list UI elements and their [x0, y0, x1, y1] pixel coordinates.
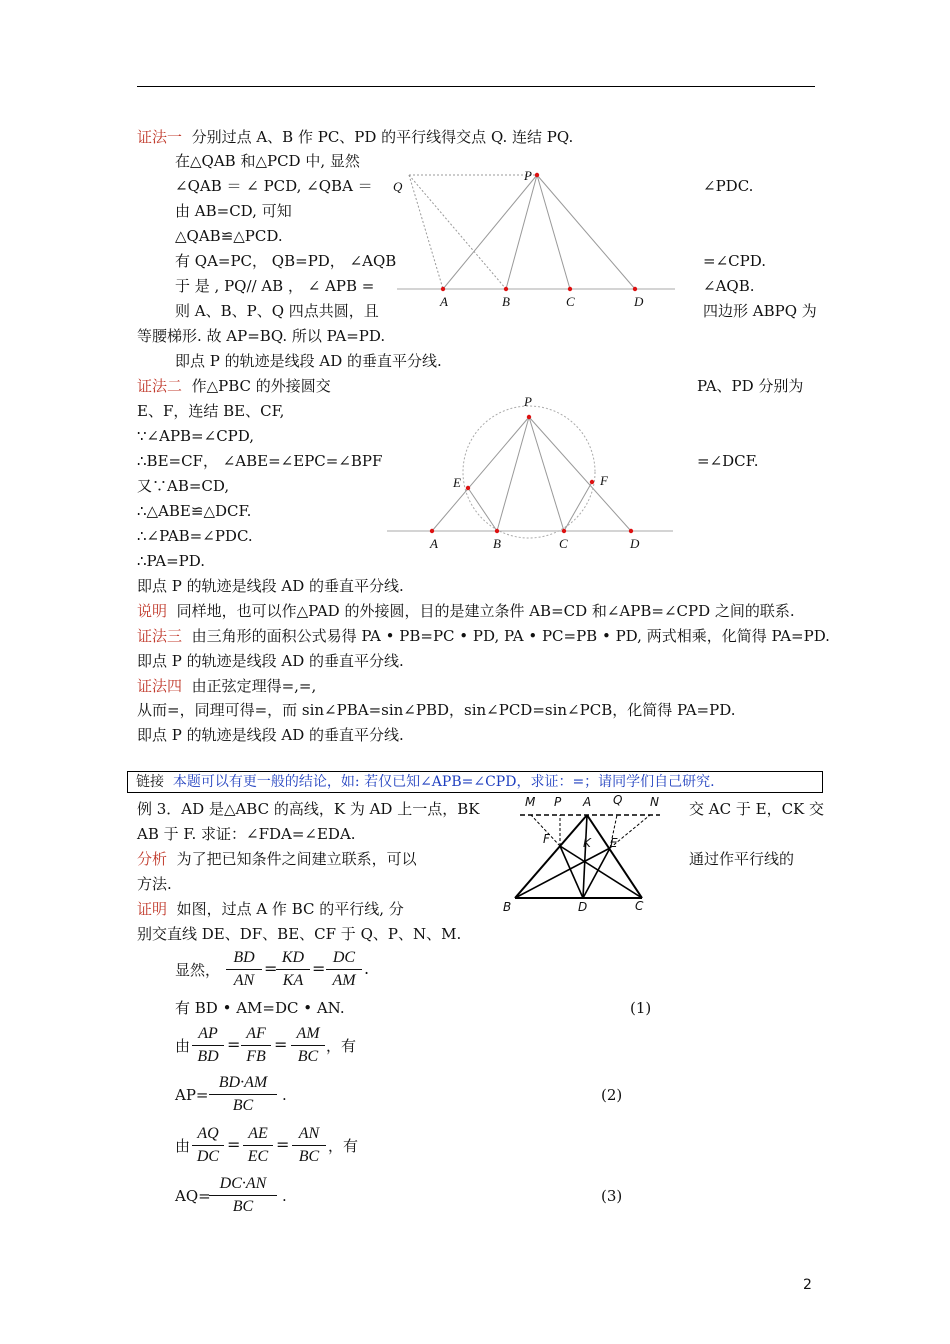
fig1-point-B — [504, 287, 508, 291]
fig3-label-K: K — [583, 836, 591, 850]
fig3-label-A: A — [583, 795, 592, 809]
page-number: 2 — [803, 1277, 812, 1293]
fig2-label-B: B — [493, 536, 501, 551]
proof1-line6: 有 QA=PC， QB=PD， ∠AQB — [175, 252, 397, 270]
eq3-frac-1: $\frac{AP}{BD}$ — [192, 1023, 224, 1068]
proof2-line5: 又∵AB=CD, — [137, 477, 230, 495]
fig1-point-C — [568, 287, 572, 291]
eq5-suffix: ，有 — [328, 1137, 359, 1155]
fig3-label-N: N — [650, 795, 659, 809]
fig2-segment-PA — [432, 417, 529, 531]
fig2-point-C — [562, 529, 566, 533]
fig1-label-D: D — [634, 294, 644, 309]
eq5-prefix: 由 — [175, 1137, 191, 1155]
eq3-frac-3: $\frac{AM}{BC}$ — [291, 1023, 325, 1068]
eq1-frac-2: $\frac{KD}{KA}$ — [276, 947, 310, 992]
fig2-point-D — [629, 529, 633, 533]
fig1-label-A: A — [440, 294, 448, 309]
proof1-line1: 证法一 分别过点 A、B 作 PC、PD 的平行线得交点 Q. 连结 PQ. — [137, 128, 574, 146]
proof1-line7-right: ∠AQB. — [703, 277, 755, 295]
figure-triangle-altitude — [500, 790, 670, 915]
proof2-line9: 即点 P 的轨迹是线段 AD 的垂直平分线. — [137, 577, 404, 595]
fig3-label-Q: Q — [613, 793, 623, 807]
example3-line1: 例 3．AD 是△ABC 的高线，K 为 AD 上一点，BK — [137, 800, 480, 818]
proof1-line10: 即点 P 的轨迹是线段 AD 的垂直平分线. — [175, 352, 442, 370]
eq6-frac: $\frac{DC\cdot AN}{BC}$ — [209, 1173, 277, 1218]
proof1-line4: 由 AB=CD, 可知 — [175, 202, 292, 220]
fig3-label-M: M — [525, 795, 536, 809]
fig2-point-E — [466, 486, 470, 490]
fig1-label-C: C — [566, 294, 575, 309]
proof4-line3: 即点 P 的轨迹是线段 AD 的垂直平分线. — [137, 726, 404, 744]
fig1-segment-PA — [443, 175, 537, 289]
fig3-label-E: E — [610, 836, 618, 850]
fig3-label-C: C — [635, 899, 644, 913]
eq1-frac-3: $\frac{DC}{AM}$ — [326, 947, 362, 992]
proof1-line6-right: =∠CPD. — [703, 252, 766, 270]
analysis-line: 分析 为了把已知条件之间建立联系，可以 — [137, 850, 417, 868]
fig2-label-E: E — [453, 475, 461, 490]
eq4-prefix: AP= — [175, 1086, 209, 1104]
fig2-label-D: D — [630, 536, 640, 551]
proof1-line8-right: 四边形 ABPQ 为 — [703, 302, 817, 320]
eq1-equals-1: = — [264, 959, 278, 978]
eq3-prefix: 由 — [175, 1037, 191, 1055]
eq6-number: (3) — [601, 1187, 623, 1205]
proof2-line4-right: =∠DCF. — [697, 452, 759, 470]
eq5-frac-2: $\frac{AE}{EC}$ — [243, 1123, 273, 1168]
fig2-point-B — [495, 529, 499, 533]
fig1-segment-PD — [537, 175, 635, 289]
proof2-line2: E、F，连结 BE、CF, — [137, 402, 285, 420]
fig3-label-B: B — [503, 900, 512, 914]
analysis-line2: 方法. — [137, 875, 172, 893]
fig2-label-A: A — [430, 536, 438, 551]
fig2-label-F: F — [600, 473, 608, 488]
fig3-label-F: F — [543, 832, 550, 846]
fig2-point-P — [527, 415, 531, 419]
eq1-equals-2: = — [312, 959, 326, 978]
link-line: 链接 本题可以有更一般的结论，如: 若仅已知∠APB=∠CPD，求证：=；请同学们自己研究. — [136, 774, 715, 790]
fig3-label-D: D — [578, 900, 588, 914]
proof2-line8: ∴PA=PD. — [137, 552, 206, 570]
fig1-point-A — [441, 287, 445, 291]
fig2-segment-PC — [529, 417, 564, 531]
proof1-line5: △QAB≌△PCD. — [175, 227, 283, 245]
note-line: 说明 同样地，也可以作△PAD 的外接圆，目的是建立条件 AB=CD 和∠APB=∠CPD 之间的联系. — [137, 602, 795, 620]
fig1-segment-PC — [537, 175, 570, 289]
fig3-segment-AD — [583, 815, 587, 898]
fig2-point-F — [590, 480, 594, 484]
fig1-label-B: B — [502, 294, 510, 309]
eq4-frac: $\frac{BD\cdot AM}{BC}$ — [209, 1072, 277, 1117]
eq3-equals-2: = — [274, 1035, 288, 1054]
proof1-line3: ∠QAB ＝ ∠ PCD, ∠QBA ＝ — [175, 177, 373, 195]
proof1-line9: 等腰梯形. 故 AP=BQ. 所以 PA=PD. — [137, 327, 386, 345]
eq2-line: 有 BD • AM=DC • AN. — [175, 999, 345, 1017]
proof1-line7: 于 是 , PQ// AB ， ∠ APB = — [175, 277, 375, 295]
proof4-line1: 证法四 由正弦定理得=,=, — [137, 677, 317, 695]
eq1-prefix: 显然， — [175, 961, 221, 979]
proof2-line3: ∵∠APB=∠CPD, — [137, 427, 255, 445]
proof-ex3-line1: 证明 如图，过点 A 作 BC 的平行线, 分 — [137, 900, 404, 918]
eq6-prefix: AQ= — [175, 1187, 211, 1205]
example3-line1-right: 交 AC 于 E，CK 交 — [689, 800, 825, 818]
eq1-frac-1: $\frac{BD}{AN}$ — [226, 947, 262, 992]
fig1-label-P: P — [524, 168, 532, 183]
eq1-suffix: . — [364, 959, 370, 978]
analysis-line-right: 通过作平行线的 — [689, 850, 795, 868]
proof2-line1-right: PA、PD 分别为 — [697, 377, 804, 395]
proof2-line1: 证法二 作△PBC 的外接圆交 — [137, 377, 331, 395]
eq4-suffix: . — [282, 1086, 287, 1104]
proof1-line2: 在△QAB 和△PCD 中, 显然 — [175, 152, 360, 170]
proof2-line7: ∴∠PAB=∠PDC. — [137, 527, 253, 545]
eq5-equals-1: = — [227, 1135, 241, 1154]
proof-ex3-line2: 别交直线 DE、DF、BE、CF 于 Q、P、N、M. — [137, 925, 462, 943]
proof3-line2: 即点 P 的轨迹是线段 AD 的垂直平分线. — [137, 652, 404, 670]
fig3-label-P: P — [554, 795, 562, 809]
fig2-label-C: C — [559, 536, 568, 551]
fig2-segment-EB — [468, 488, 497, 531]
eq5-frac-3: $\frac{AN}{BC}$ — [292, 1123, 326, 1168]
proof2-line6: ∴△ABE≌△DCF. — [137, 502, 252, 520]
eq4-number: (2) — [601, 1086, 623, 1104]
fig1-segment-QA — [409, 175, 443, 289]
fig2-point-A — [430, 529, 434, 533]
proof1-line3-right: ∠PDC. — [703, 177, 754, 195]
proof1-line8: 则 A、B、P、Q 四点共圆，且 — [175, 302, 379, 320]
figure-circumcircle — [385, 393, 675, 555]
proof4-line2: 从而=，同理可得=，而 sin∠PBA=sin∠PBD，sin∠PCD=sin∠PCB，化简得 PA=PD. — [137, 701, 736, 719]
eq6-suffix: . — [282, 1187, 287, 1205]
fig1-segment-PB — [506, 175, 537, 289]
fig2-segment-FC — [564, 482, 592, 531]
eq2-number: (1) — [630, 999, 652, 1017]
figure-trapezoid — [385, 162, 690, 312]
fig2-segment-PB — [497, 417, 529, 531]
header-rule — [137, 86, 815, 87]
fig2-label-P: P — [524, 394, 532, 409]
eq5-equals-2: = — [276, 1135, 290, 1154]
fig1-label-Q: Q — [393, 179, 403, 194]
proof3-line1: 证法三 由三角形的面积公式易得 PA • PB=PC • PD, PA • PC=PB • PD, 两式相乘，化简得 PA=PD. — [137, 627, 830, 645]
eq3-equals-1: = — [227, 1035, 241, 1054]
example3-line2: AB 于 F. 求证：∠FDA=∠EDA. — [137, 825, 356, 843]
eq5-frac-1: $\frac{AQ}{DC}$ — [192, 1123, 224, 1168]
eq3-suffix: ，有 — [326, 1037, 357, 1055]
fig1-point-D — [633, 287, 637, 291]
fig1-point-P — [535, 173, 539, 177]
eq3-frac-2: $\frac{AF}{FB}$ — [241, 1023, 271, 1068]
proof2-line4: ∴BE=CF， ∠ABE=∠EPC=∠BPF — [137, 452, 383, 470]
